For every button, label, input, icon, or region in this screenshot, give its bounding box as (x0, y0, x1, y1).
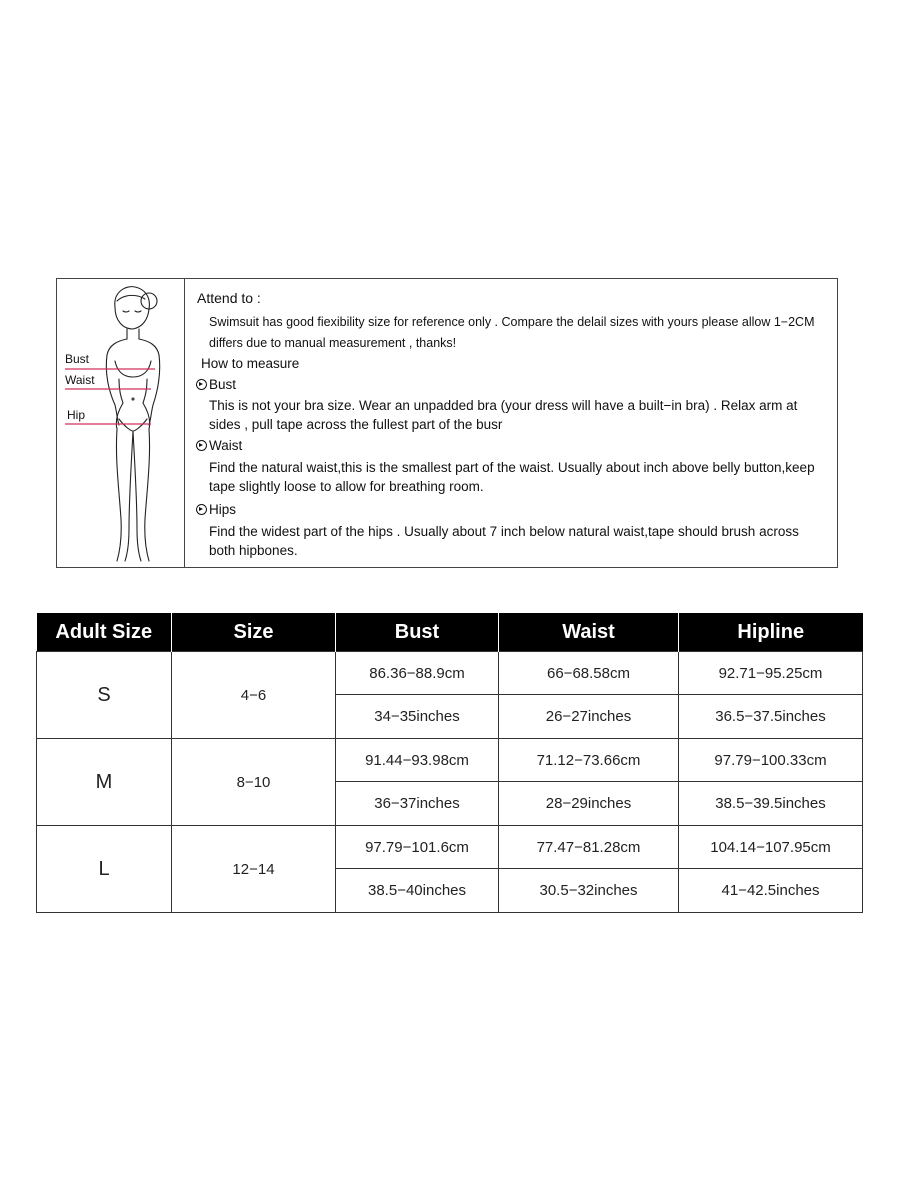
table-row (37, 826, 863, 869)
figure-label-bust: Bust (65, 352, 90, 366)
hip-cm-cell: 104.14−107.95cm (679, 826, 863, 869)
waist-inches-cell: 26−27inches (499, 695, 679, 739)
waist-inches-cell: 28−29inches (499, 782, 679, 826)
bust-text-line-2: sides , pull tape across the fullest part of the busr (209, 417, 503, 432)
waist-cm-cell: 66−68.58cm (499, 652, 679, 695)
body-figure-illustration (57, 279, 185, 569)
arrow-circle-icon (196, 379, 207, 390)
hips-heading-text: Hips (209, 502, 237, 517)
hip-cm-cell: 92.71−95.25cm (679, 652, 863, 695)
arrow-circle-icon (196, 504, 207, 515)
waist-heading-text: Waist (209, 438, 243, 453)
waist-text-line-1: Find the natural waist,this is the smallest part of the waist. Usually about inch above belly button,keep (209, 460, 815, 475)
header-hipline: Hipline (679, 613, 863, 652)
waist-section-heading (196, 438, 242, 453)
bust-cm-cell: 86.36−88.9cm (336, 652, 499, 695)
waist-cm-cell: 71.12−73.66cm (499, 739, 679, 782)
header-bust: Bust (336, 613, 499, 652)
waist-text-line-2: tape slightly loose to allow for breathing room. (209, 479, 484, 494)
waist-inches-cell: 30.5−32inches (499, 869, 679, 913)
note-line-2: differs due to manual measurement , thanks! (209, 336, 457, 350)
hip-inches-cell: 38.5−39.5inches (679, 782, 863, 826)
figure-label-hip: Hip (67, 408, 86, 422)
table-header-row (37, 613, 863, 652)
hip-inches-cell: 41−42.5inches (679, 869, 863, 913)
bust-inches-cell: 36−37inches (336, 782, 499, 826)
attend-title: Attend to : (197, 290, 261, 306)
bust-cm-cell: 91.44−93.98cm (336, 739, 499, 782)
bust-inches-cell: 34−35inches (336, 695, 499, 739)
adult-size-cell: M (37, 739, 172, 826)
figure-label-waist: Waist (65, 373, 95, 387)
bust-text-line-1: This is not your bra size. Wear an unpadded bra (your dress will have a built−in bra) . Relax arm at (209, 398, 798, 413)
note-line-1: Swimsuit has good fiexibility size for reference only . Compare the delail sizes with yours please allow 1−2CM (209, 315, 815, 329)
bust-section-heading (196, 377, 236, 392)
hips-section-heading (196, 502, 236, 517)
size-range-cell: 4−6 (172, 652, 336, 739)
size-chart-table (36, 613, 863, 913)
size-range-cell: 8−10 (172, 739, 336, 826)
size-range-cell: 12−14 (172, 826, 336, 913)
hips-text-line-1: Find the widest part of the hips . Usually about 7 inch below natural waist,tape should brush across (209, 524, 799, 539)
hip-inches-cell: 36.5−37.5inches (679, 695, 863, 739)
header-waist: Waist (499, 613, 679, 652)
how-to-measure-heading: How to measure (201, 356, 300, 371)
hips-text-line-2: both hipbones. (209, 543, 298, 558)
adult-size-cell: S (37, 652, 172, 739)
adult-size-cell: L (37, 826, 172, 913)
header-size: Size (172, 613, 336, 652)
waist-cm-cell: 77.47−81.28cm (499, 826, 679, 869)
body-figure-panel (57, 279, 185, 567)
instructions-panel (185, 279, 837, 567)
header-adult-size: Adult Size (37, 613, 172, 652)
bust-inches-cell: 38.5−40inches (336, 869, 499, 913)
bust-heading-text: Bust (209, 377, 237, 392)
arrow-circle-icon (196, 440, 207, 451)
table-row (37, 739, 863, 782)
hip-cm-cell: 97.79−100.33cm (679, 739, 863, 782)
bust-cm-cell: 97.79−101.6cm (336, 826, 499, 869)
table-row (37, 652, 863, 695)
measurement-guide (56, 278, 838, 568)
